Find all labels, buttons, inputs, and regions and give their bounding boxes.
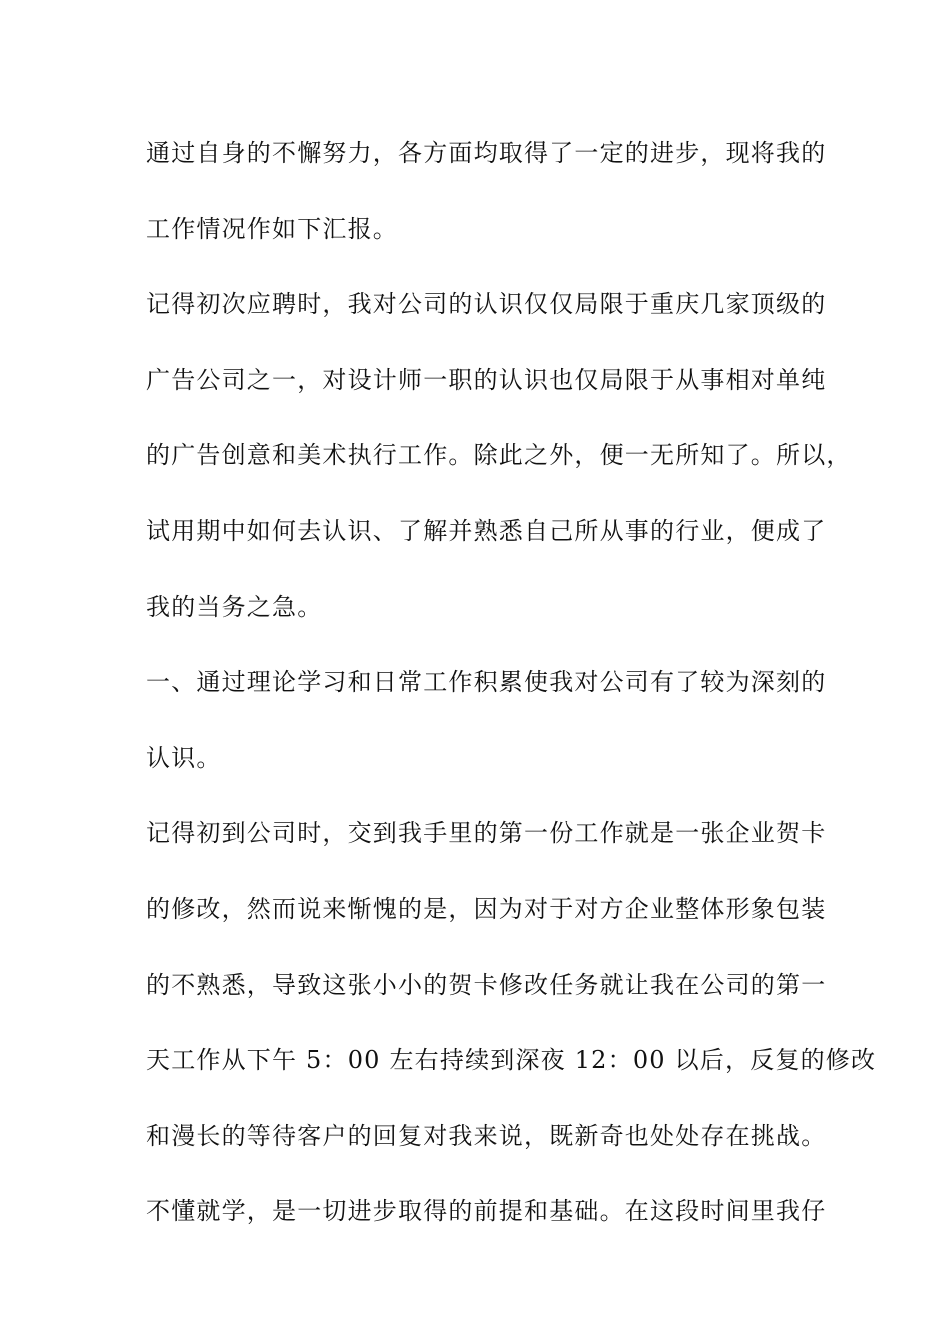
- body-text: [146, 128, 877, 1262]
- text-line: 通过自身的不懈努力，各方面均取得了一定的进步，现将我的: [146, 139, 827, 167]
- text-line: 工作情况作如下汇报。: [146, 214, 398, 243]
- text-line: 的广告创意和美术执行工作。除此之外，便一无所知了。所以，: [146, 441, 852, 470]
- text-line: 认识。: [146, 743, 222, 772]
- text-line: 一、通过理论学习和日常工作积累使我对公司有了较为深刻的: [146, 668, 827, 697]
- text-line: 的修改，然而说来惭愧的是，因为对于对方企业整体形象包装: [146, 894, 827, 923]
- text-line: 我的当务之急。: [146, 592, 323, 621]
- text-line: 记得初到公司时，交到我手里的第一份工作就是一张企业贺卡: [146, 819, 827, 848]
- text-line: 天工作从下午 5：00 左右持续到深夜 12：00 以后，反复的修改: [146, 1046, 877, 1075]
- text-line: 的不熟悉，导致这张小小的贺卡修改任务就让我在公司的第一: [146, 970, 827, 999]
- text-line: 不懂就学，是一切进步取得的前提和基础。在这段时间里我仔: [146, 1197, 827, 1226]
- text-line: 广告公司之一，对设计师一职的认识也仅局限于从事相对单纯: [146, 365, 827, 394]
- text-line: 记得初次应聘时，我对公司的认识仅仅局限于重庆几家顶级的: [146, 290, 827, 319]
- text-line: 试用期中如何去认识、了解并熟悉自己所从事的行业，便成了: [146, 516, 827, 545]
- text-line: 和漫长的等待客户的回复对我来说，既新奇也处处存在挑战。: [146, 1121, 827, 1150]
